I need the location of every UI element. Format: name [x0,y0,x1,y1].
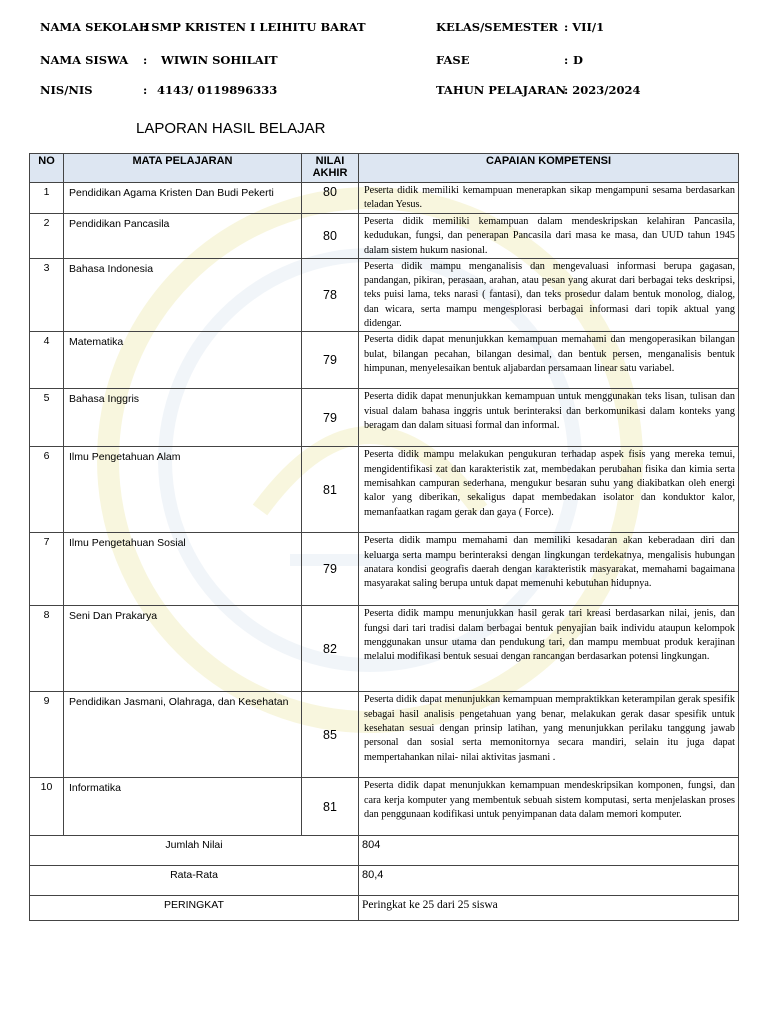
header-subject: MATA PELAJARAN [64,154,302,183]
summary-row-average [30,866,739,896]
table-row [30,258,739,331]
final-score: 79 [302,533,359,606]
final-score: 81 [302,778,359,836]
table-row [30,692,739,778]
table-row [30,447,739,533]
subject-name: Seni Dan Prakarya [64,606,302,692]
final-score: 79 [302,389,359,447]
summary-row-rank [30,896,739,921]
row-number: 9 [30,692,64,778]
final-score: 80 [302,214,359,259]
competency-description: Peserta didik dapat menunjukkan kemampuan untuk menggunakan teks lisan, tulisan dan visual dalam bahasa inggris untuk berinteraksi dan berkomunikasi dalam konteks yang beragam dan dalam situasi formal dan informal. [359,389,739,447]
subject-name: Ilmu Pengetahuan Sosial [64,533,302,606]
class-label: KELAS/SEMESTER [436,20,559,34]
total-label: Jumlah Nilai [30,836,359,866]
phase-label: FASE [436,53,470,67]
rank-value: Peringkat ke 25 dari 25 siswa [359,896,739,921]
competency-description: Peserta didik memiliki kemampuan dalam mendeskripskan kelahiran Pancasila, kedudukan, fungsi, dan penerapan Pancasila dari masa ke masa, dan UUD tahun 1945 dalam sistem hukum nasional. [359,214,739,259]
row-number: 4 [30,332,64,389]
student-row [40,53,740,69]
student-value: WIWIN SOHILAIT [161,53,278,67]
row-number: 7 [30,533,64,606]
phase-value: D [573,53,583,67]
class-value: : VII/1 [564,20,605,34]
school-label: NAMA SEKOLAH [40,20,150,34]
table-header-row [30,154,739,183]
summary-row-total [30,836,739,866]
final-score: 78 [302,258,359,331]
total-value: 804 [359,836,739,866]
header-score-line2: AKHIR [312,167,348,179]
header-no: NO [30,154,64,183]
phase-colon: : [564,53,569,67]
competency-description: Peserta didik mampu melakukan pengukuran terhadap aspek fisis yang mereka temui, mengidentifikasi zat dan karakteristik zat, membedakan perubahan fisika dan kimia serta memisahkan campuran sederhana, mengukur besaran suhu yang diakibatkan oleh energi kalor yang diberikan, sekaligus dapat membedakan isolator dan konduktor kalor, memanfaatkan ragam gerak dan gaya ( Force). [359,447,739,533]
subject-name: Ilmu Pengetahuan Alam [64,447,302,533]
table-row [30,332,739,389]
competency-description: Peserta didik dapat menunjukkan kemampuan memahami dan mengoperasikan bilangan bulat, bilangan pecahan, bilangan desimal, dan bentuk persen, menganalisis bentuk himpunan, menyelesaikan bentuk aljabardan persamaan linear satu variabel. [359,332,739,389]
row-number: 10 [30,778,64,836]
year-value: : 2023/2024 [564,83,641,97]
competency-description: Peserta didik dapat menunjukkan kemampuan mempraktikkan keterampilan gerak spesifik sebagai hasil analisis pengetahuan yang benar, melakukan gerak dasar spesifik untuk kesehatan sesuai dengan prinsip latihan, yang menunjukkan perilaku tanggung jawab personal dan sosial serta memonitornya secara mandiri, selain itu juga dapat mempertahankan nilai- nilai aktivitas jasmani . [359,692,739,778]
competency-description: Peserta didik mampu menganalisis dan mengevaluasi informasi berupa gagasan, pandangan, pikiran, perasaan, arahan, atau pesan yang akurat dari berbagai teks deskripsi, teks puisi lama, teks narasi ( fantasi), dan teks prosedur dalam bentuk monolog, dialog, dan wicara, serta mampu mengesplorasi berbagai informasi dari topik aktual yang didengar. [359,258,739,331]
table-row [30,183,739,214]
header-score [302,154,359,183]
school-row [40,20,740,36]
row-number: 2 [30,214,64,259]
final-score: 85 [302,692,359,778]
final-score: 81 [302,447,359,533]
table-row [30,606,739,692]
nis-label: NIS/NIS [40,83,93,97]
row-number: 8 [30,606,64,692]
final-score: 79 [302,332,359,389]
student-label: NAMA SISWA [40,53,129,67]
table-row [30,214,739,259]
nis-row [40,83,740,99]
final-score: 82 [302,606,359,692]
row-number: 6 [30,447,64,533]
subject-name: Pendidikan Pancasila [64,214,302,259]
competency-description: Peserta didik mampu memahami dan memiliki kesadaran akan keberadaan diri dan keluarga serta mampu berinteraksi dengan lingkungan terdekatnya, mengalisis hubungan anatara kondisi geografis daerah dengan karakteristik masyarakat, memahami bagaimana masyarakat saling berupa untuk dapat memenuhi kebutuhan hidupnya. [359,533,739,606]
row-number: 5 [30,389,64,447]
table-row [30,778,739,836]
subject-name: Pendidikan Agama Kristen Dan Budi Pekerti [64,183,302,214]
subject-name: Pendidikan Jasmani, Olahraga, dan Kesehatan [64,692,302,778]
table-row [30,389,739,447]
competency-description: Peserta didik dapat menunjukkan kemampuan mendeskripsikan komponen, fungsi, dan cara kerja komputer yang membentuk sebuah sistem komputasi, serta menjelaskan proses dan penggunaan kodifikasi untuk penyimpanan data dalam memori komputer. [359,778,739,836]
nis-colon: : [143,83,148,97]
subject-name: Bahasa Inggris [64,389,302,447]
nis-value: 4143/ 0119896333 [157,83,278,97]
header-competency: CAPAIAN KOMPETENSI [359,154,739,183]
header-score-line1: NILAI [315,155,345,167]
subject-name: Matematika [64,332,302,389]
grades-table [29,153,739,921]
competency-description: Peserta didik mampu menunjukkan hasil gerak tari kreasi berdasarkan nilai, jenis, dan fungsi dari tari tradisi dalam berbagai bentuk penyajian baik individu ataupun kelompok menggunakan unsur utama dan pendukung tari, dan mampu membuat produk kerajinan melalui modifikasi bentuk sesuai dengan rancangan berdasarkan potensi lingkungan. [359,606,739,692]
row-number: 1 [30,183,64,214]
final-score: 80 [302,183,359,214]
average-value: 80,4 [359,866,739,896]
subject-name: Informatika [64,778,302,836]
year-label: TAHUN PELAJARAN [436,83,567,97]
rank-label: PERINGKAT [30,896,359,921]
table-row [30,533,739,606]
row-number: 3 [30,258,64,331]
school-value: : SMP KRISTEN I LEIHITU BARAT [143,20,366,34]
subject-name: Bahasa Indonesia [64,258,302,331]
student-colon: : [143,53,148,67]
competency-description: Peserta didik memiliki kemampuan menerapkan sikap mengampuni sesama berdasarkan teladan Yesus. [359,183,739,214]
average-label: Rata-Rata [30,866,359,896]
report-title: LAPORAN HASIL BELAJAR [136,120,326,137]
